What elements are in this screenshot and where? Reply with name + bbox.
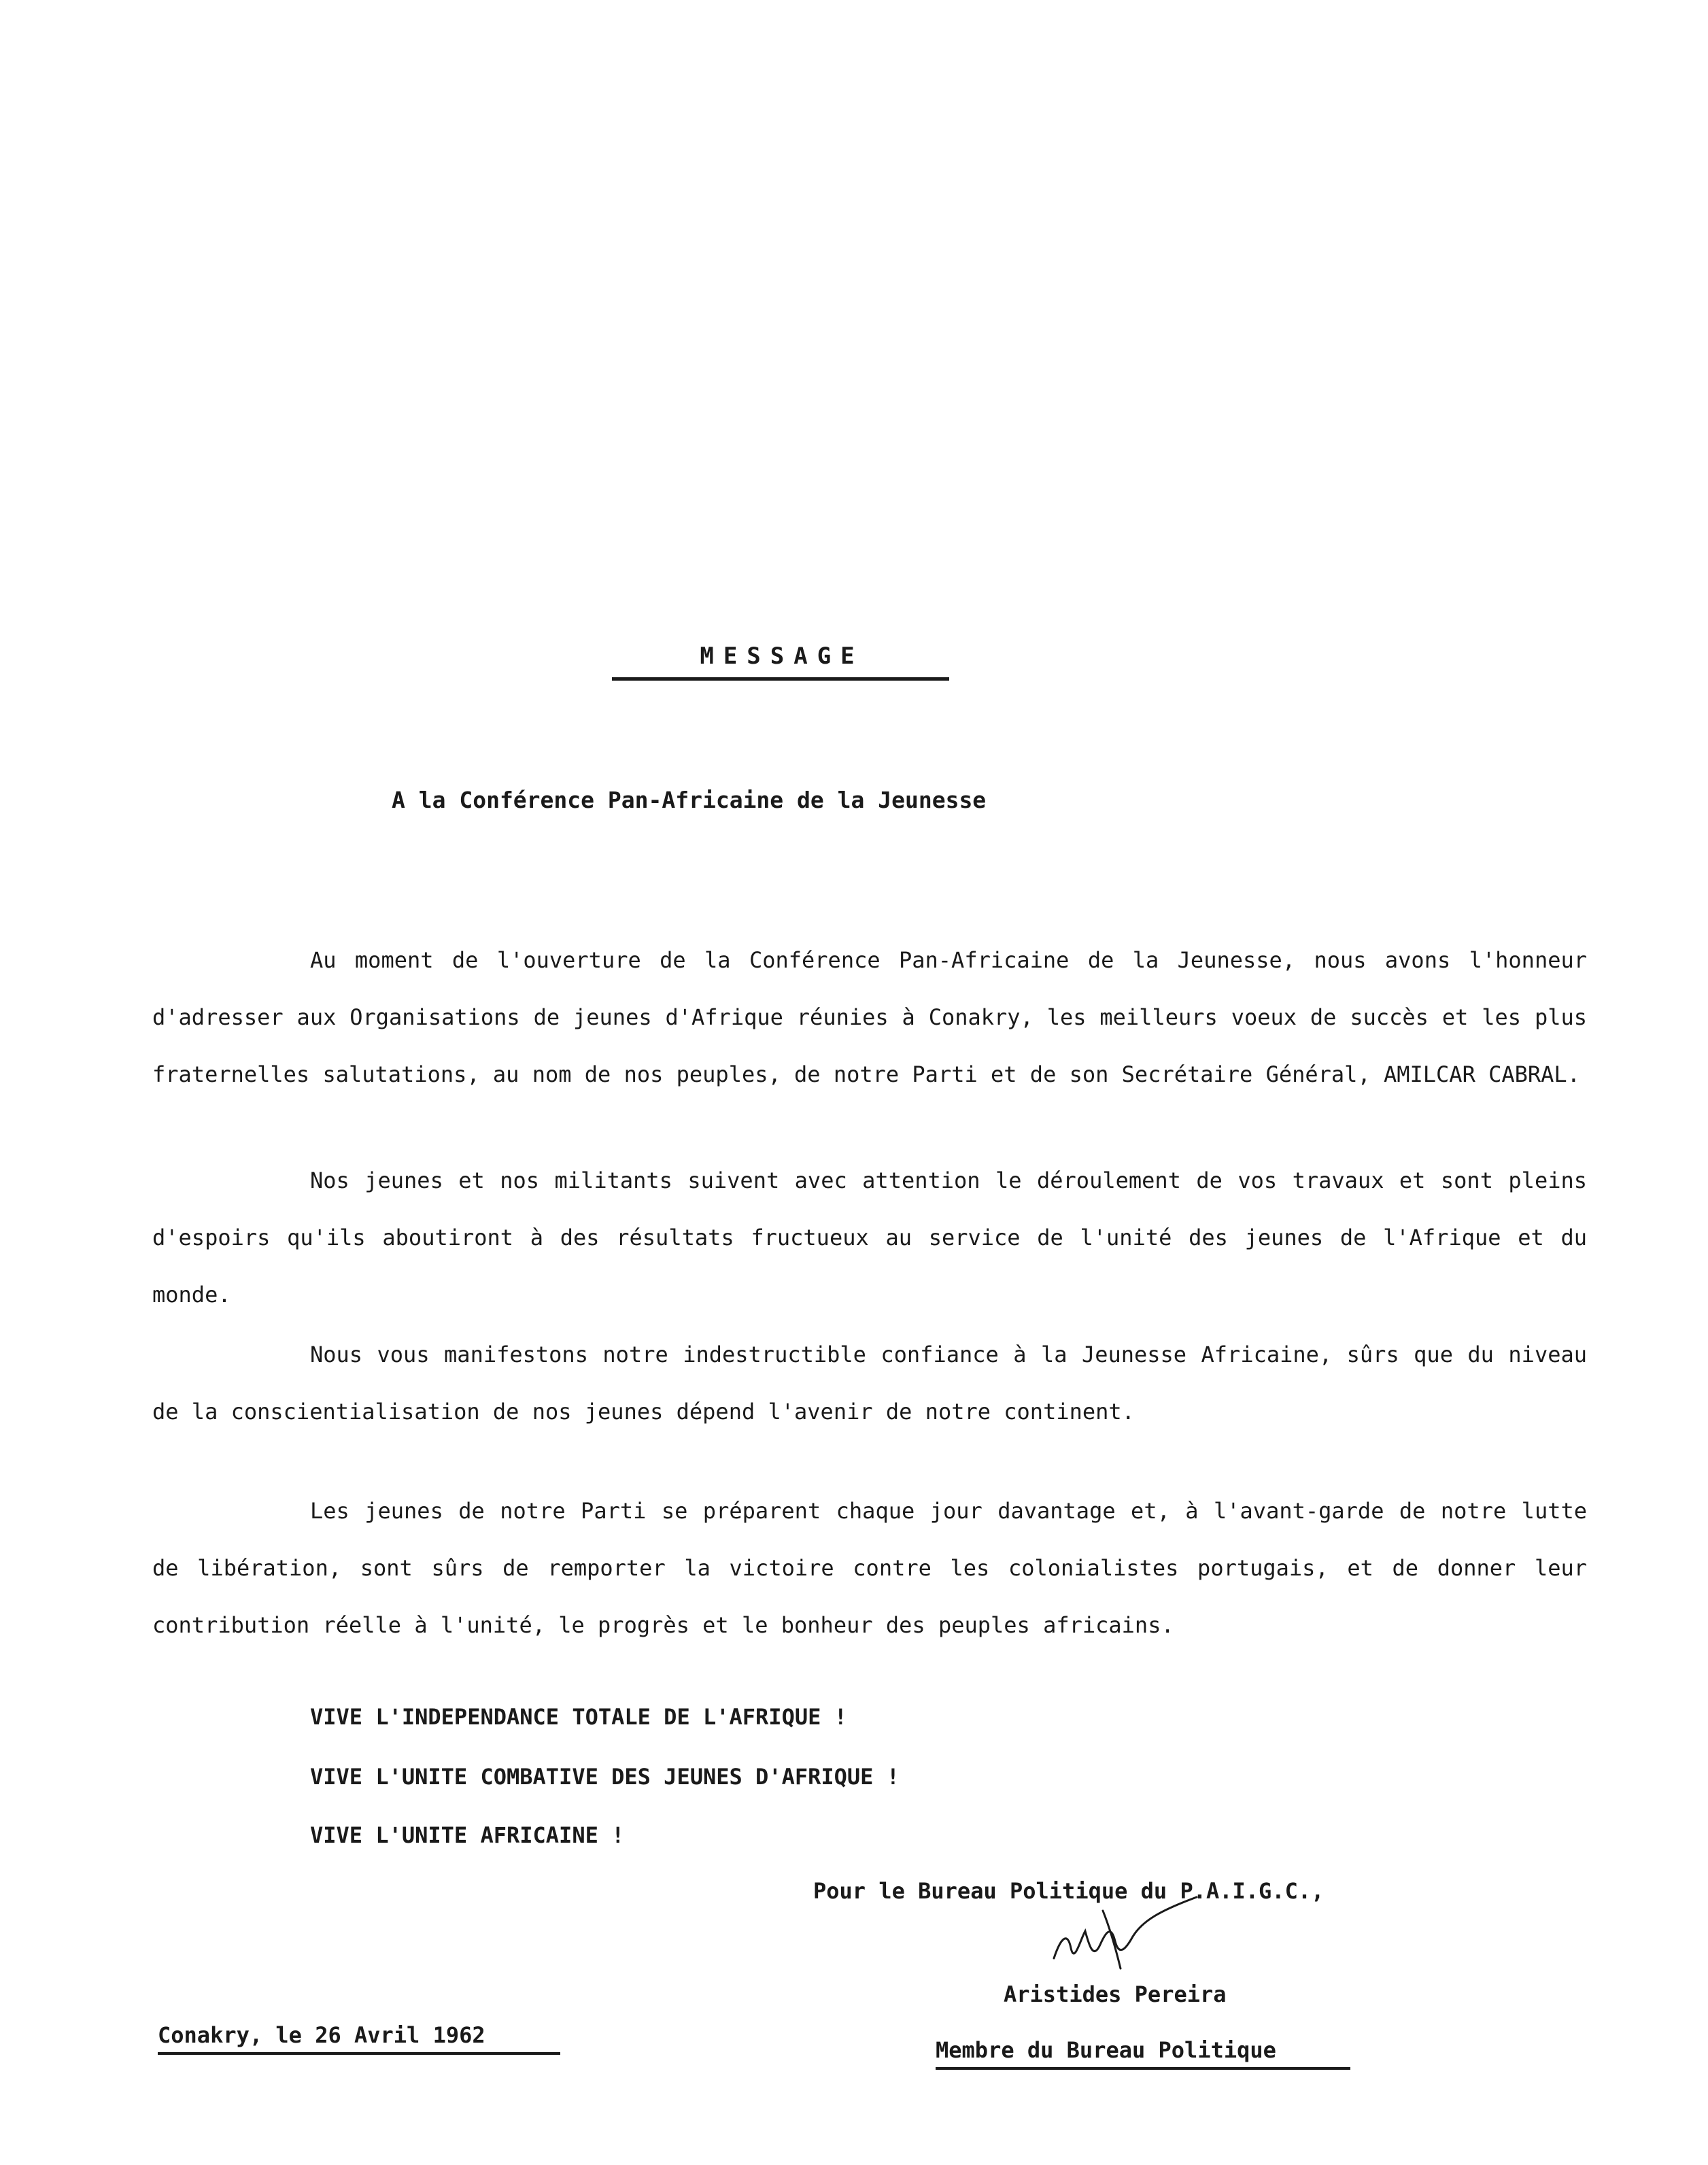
place-date-underline: [158, 2052, 560, 2055]
signer-name: Aristides Pereira: [1004, 1981, 1227, 2007]
signature-on-behalf: Pour le Bureau Politique du P.A.I.G.C.,: [813, 1878, 1325, 1904]
body-paragraph-1: Au moment de l'ouverture de la Conférence Pan-Africaine de la Jeunesse, nous avons l'honneur d'adresser aux Organisations de jeunes d'Afrique réunies à Conakry, les meilleurs voeux de succès et les plus fraternelles salutations, au nom de nos peuples, de notre Parti et de son Secrétaire Général, AMILCAR CABRAL.: [152, 947, 1587, 1087]
signer-role-underline: [936, 2067, 1350, 2070]
signer-role: Membre du Bureau Politique: [936, 2037, 1276, 2063]
slogan-2: VIVE L'UNITE COMBATIVE DES JEUNES D'AFRIQUE !: [310, 1764, 900, 1790]
handwritten-signature: [1040, 1883, 1217, 1979]
place-date: Conakry, le 26 Avril 1962: [158, 2022, 485, 2048]
slogan-3: VIVE L'UNITE AFRICAINE !: [310, 1822, 625, 1848]
body-paragraph-3: Nous vous manifestons notre indestructible confiance à la Jeunesse Africaine, sûrs que du niveau de la conscientialisation de nos jeunes dépend l'avenir de notre continent.: [152, 1342, 1587, 1425]
addressee-line: A la Conférence Pan-Africaine de la Jeunesse: [392, 787, 987, 813]
document-title: MESSAGE: [700, 643, 864, 670]
slogan-1: VIVE L'INDEPENDANCE TOTALE DE L'AFRIQUE !: [310, 1704, 847, 1730]
body-paragraph-4: Les jeunes de notre Parti se préparent chaque jour davantage et, à l'avant-garde de notre lutte de libération, sont sûrs de remporter la victoire contre les colonialistes portugais, et de donner leur contribution réelle à l'unité, le progrès et le bonheur des peuples africains.: [152, 1498, 1587, 1638]
title-underline: [612, 677, 949, 681]
body-paragraph-2: Nos jeunes et nos militants suivent avec attention le déroulement de vos travaux et sont pleins d'espoirs qu'ils aboutiront à des résultats fructueux au service de l'unité des jeunes de l'Afrique et du monde.: [152, 1167, 1587, 1308]
